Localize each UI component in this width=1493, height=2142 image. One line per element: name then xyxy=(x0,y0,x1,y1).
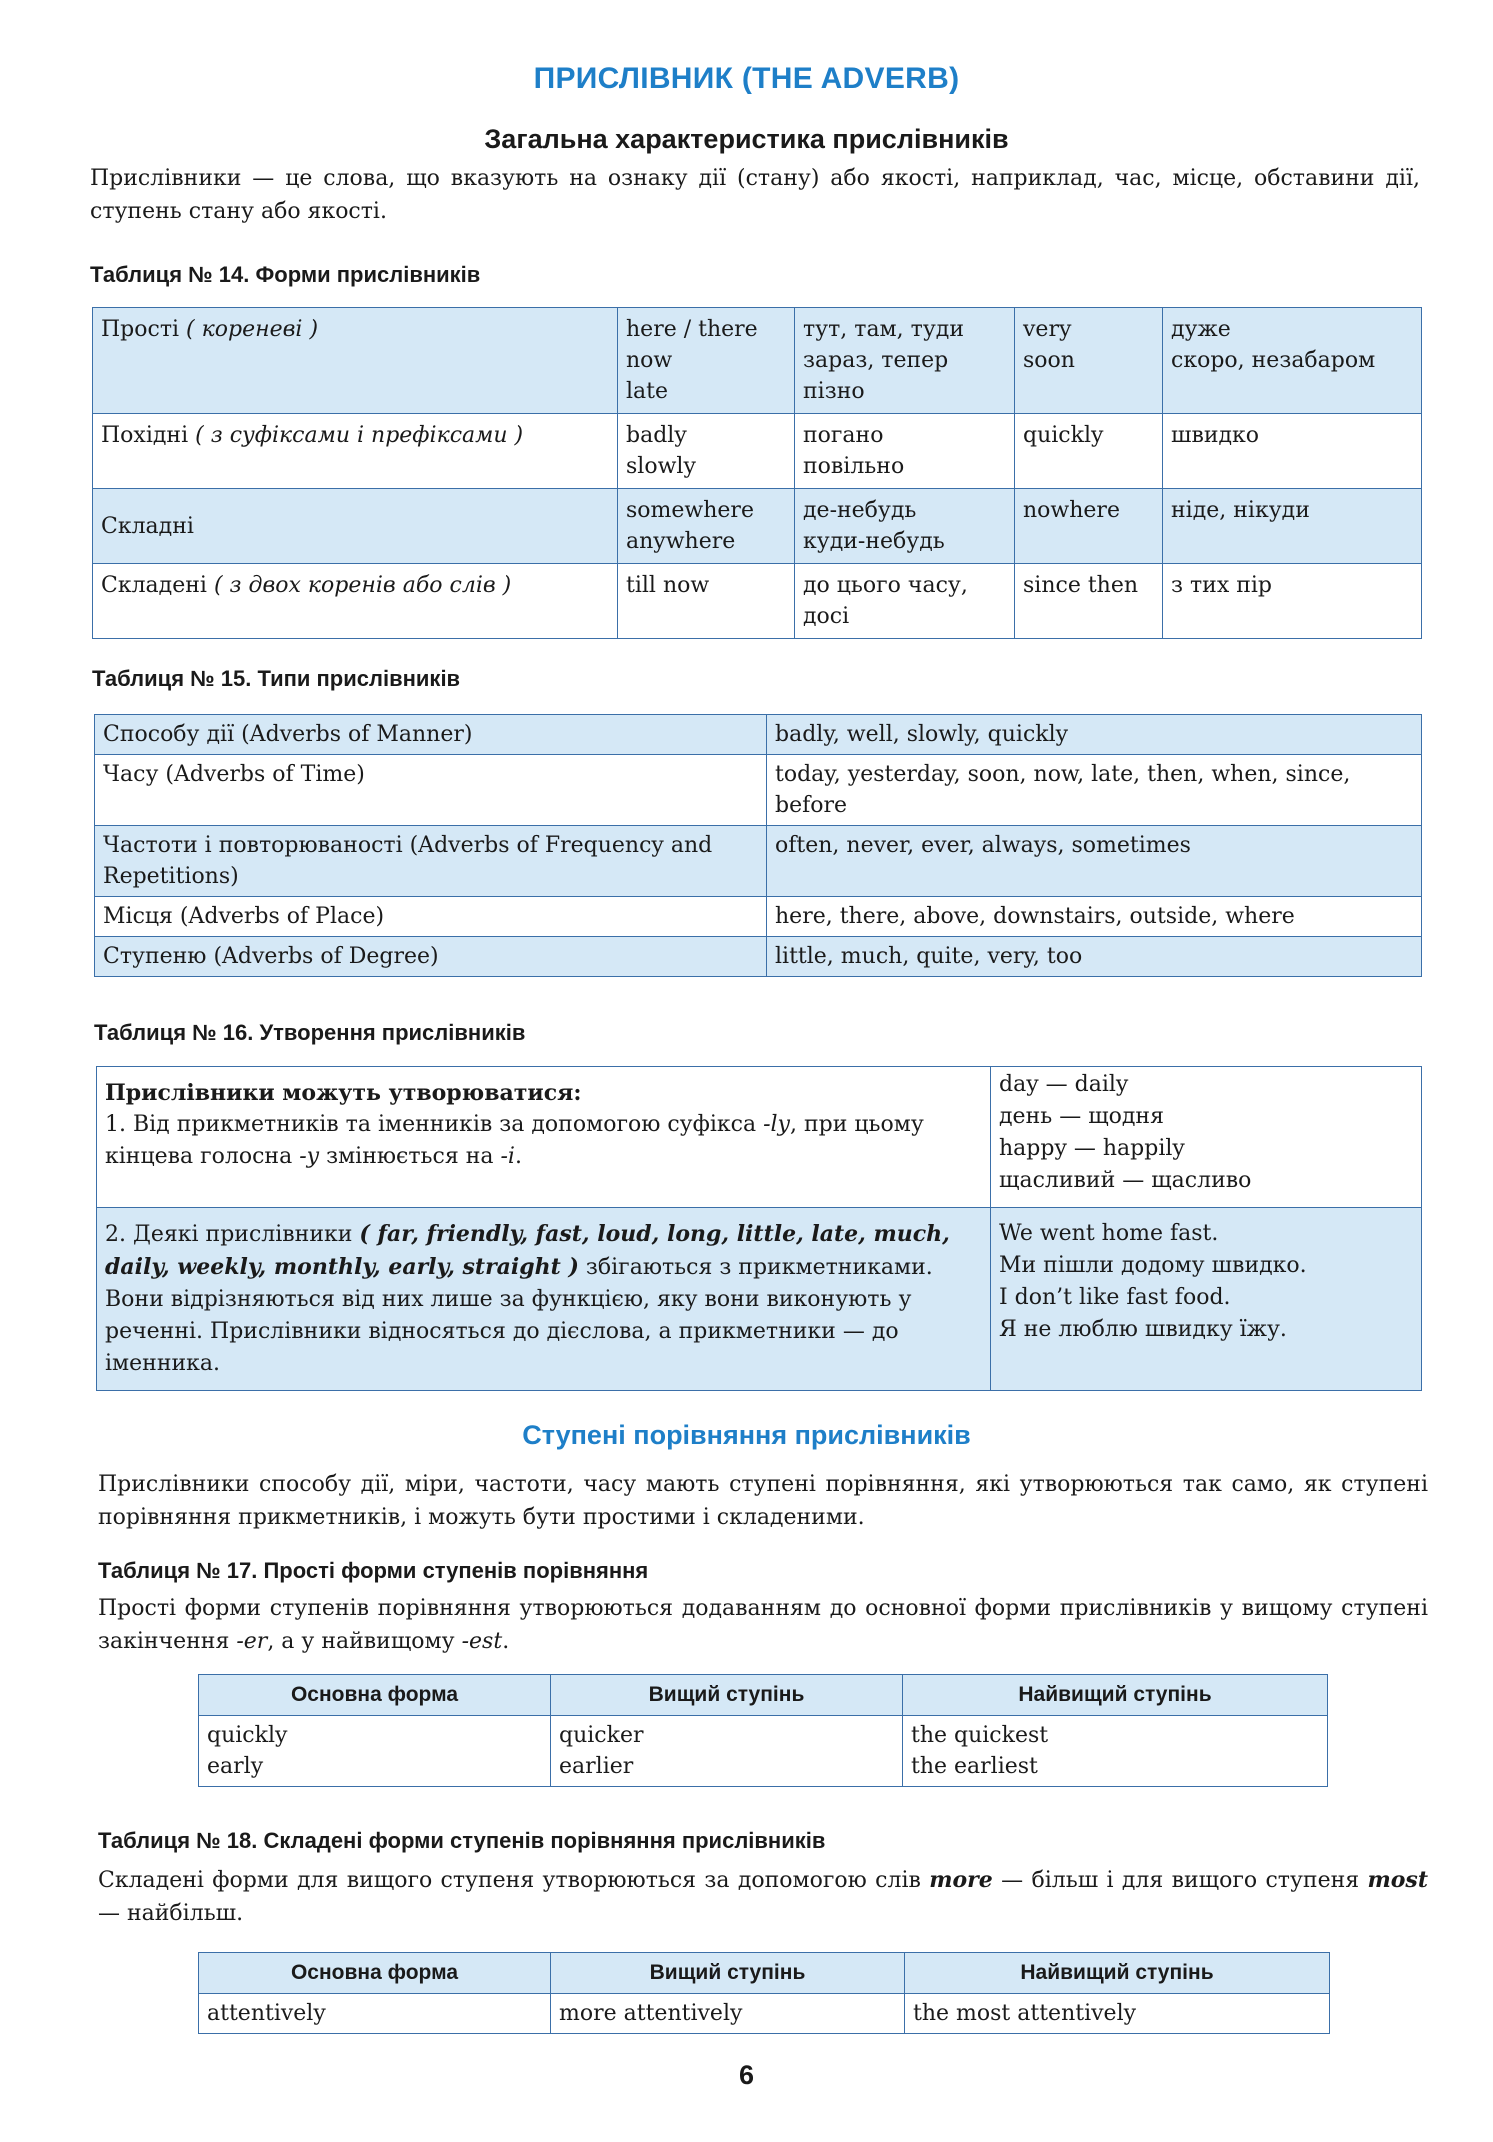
table-row xyxy=(95,826,1422,897)
table-row xyxy=(95,897,1422,937)
table17-caption: Таблиця № 17. Прості форми ступенів порівняння xyxy=(98,1558,649,1583)
table-cell: Ступеню (Adverbs of Degree) xyxy=(95,937,767,977)
table-cell: ніде, нікуди xyxy=(1163,489,1422,564)
table-cell: quickly early xyxy=(199,1716,551,1787)
table-cell: badly, well, slowly, quickly xyxy=(767,715,1422,755)
table-cell: day — daily день — щодня happy — happily щасливий — щасливо xyxy=(991,1067,1422,1208)
table-cell: Прислівники можуть утворюватися: 1. Від прикметників та іменників за допомогою суфікса -ly, при цьому кінцева голосна -y змінюється на -i. xyxy=(97,1067,991,1208)
table15 xyxy=(94,714,1422,977)
table-cell: very soon xyxy=(1015,308,1163,414)
table-row xyxy=(199,1716,1328,1787)
table17 xyxy=(198,1674,1328,1787)
table-cell: till now xyxy=(618,564,795,639)
table-row xyxy=(199,1994,1330,2034)
table-cell: 2. Деякі прислівники ( far, friendly, fast, loud, long, little, late, much, daily, weekly, monthly, early, straight ) збігаються з прикметниками. Вони відрізняються від них лише за функцією, яку вони виконують у реченні. Прислівники відносяться до дієслова, а прикметники — до іменника. xyxy=(97,1208,991,1391)
table-row xyxy=(95,755,1422,826)
section-subtitle: Загальна характеристика прислівників xyxy=(484,124,1009,154)
table-cell: з тих пір xyxy=(1163,564,1422,639)
table18 xyxy=(198,1952,1330,2034)
table-header: Вищий ступінь xyxy=(551,1953,905,1994)
table-header-row xyxy=(199,1675,1328,1716)
table-cell: quicker earlier xyxy=(551,1716,903,1787)
table-cell: де-небудь куди-небудь xyxy=(795,489,1015,564)
table17-paragraph: Прості форми ступенів порівняння утворюються додаванням до основної форми прислівників у вищому ступені закінчення -er, а у найвищому -est. xyxy=(98,1596,1428,1654)
table-cell: тут, там, туди зараз, тепер пізно xyxy=(795,308,1015,414)
table15-caption: Таблиця № 15. Типи прислівників xyxy=(92,666,461,691)
table-cell: badly slowly xyxy=(618,414,795,489)
table-cell: Частоти і повторюваності (Adverbs of Frequency and Repetitions) xyxy=(95,826,767,897)
table-cell: here / there now late xyxy=(618,308,795,414)
table-header-row xyxy=(199,1953,1330,1994)
table-row xyxy=(93,308,1422,414)
table-cell: today, yesterday, soon, now, late, then, when, since, before xyxy=(767,755,1422,826)
intro-paragraph: Прислівники — це слова, що вказують на ознаку дії (стану) або якості, наприклад, час, місце, обставини дії, ступень стану або якості. xyxy=(90,166,1420,224)
table-row xyxy=(95,715,1422,755)
table-header: Основна форма xyxy=(199,1953,551,1994)
table14 xyxy=(92,307,1422,639)
table16-caption: Таблиця № 16. Утворення прислівників xyxy=(94,1020,526,1045)
degrees-heading: Ступені порівняння прислівників xyxy=(522,1420,971,1450)
table-cell: Складні xyxy=(93,489,618,564)
table-cell: дуже скоро, незабаром xyxy=(1163,308,1422,414)
table-row xyxy=(93,489,1422,564)
table-row xyxy=(95,937,1422,977)
table-header: Основна форма xyxy=(199,1675,551,1716)
table-cell: attentively xyxy=(199,1994,551,2034)
table-cell: Місця (Adverbs of Place) xyxy=(95,897,767,937)
table-row xyxy=(97,1067,1422,1208)
table-cell: the quickest the earliest xyxy=(903,1716,1328,1787)
table-header: Найвищий ступінь xyxy=(905,1953,1330,1994)
degrees-paragraph: Прислівники способу дії, міри, частоти, часу мають ступені порівняння, які утворюються так само, як ступені порівняння прикметників, і можуть бути простими і складеними. xyxy=(98,1472,1428,1530)
table-cell: since then xyxy=(1015,564,1163,639)
table-cell: somewhere anywhere xyxy=(618,489,795,564)
table-cell: here, there, above, downstairs, outside, where xyxy=(767,897,1422,937)
table-header: Вищий ступінь xyxy=(551,1675,903,1716)
table-cell: швидко xyxy=(1163,414,1422,489)
table-cell: Часу (Adverbs of Time) xyxy=(95,755,767,826)
table-header: Найвищий ступінь xyxy=(903,1675,1328,1716)
table18-paragraph: Складені форми для вищого ступеня утворюються за допомогою слів more — більш і для вищого ступеня most — найбільш. xyxy=(98,1867,1428,1926)
table-cell: Складені ( з двох коренів або слів ) xyxy=(93,564,618,639)
table-cell: little, much, quite, very, too xyxy=(767,937,1422,977)
table16-heading: Прислівники можуть утворюватися: xyxy=(105,1080,582,1106)
page-number: 6 xyxy=(738,2060,755,2090)
table18-caption: Таблиця № 18. Складені форми ступенів порівняння прислівників xyxy=(98,1828,826,1853)
table14-caption: Таблиця № 14. Форми прислівників xyxy=(90,262,481,287)
table-cell: Похідні ( з суфіксами і префіксами ) xyxy=(93,414,618,489)
table-cell: more attentively xyxy=(551,1994,905,2034)
table-row xyxy=(93,414,1422,489)
table-cell: the most attentively xyxy=(905,1994,1330,2034)
page-title: ПРИСЛІВНИК (THE ADVERB) xyxy=(533,62,960,95)
table-cell: quickly xyxy=(1015,414,1163,489)
table-row xyxy=(97,1208,1422,1391)
table-cell: nowhere xyxy=(1015,489,1163,564)
table16 xyxy=(96,1066,1422,1391)
table-cell: до цього часу, досі xyxy=(795,564,1015,639)
table-cell: often, never, ever, always, sometimes xyxy=(767,826,1422,897)
table-cell: Способу дії (Adverbs of Manner) xyxy=(95,715,767,755)
table-row xyxy=(93,564,1422,639)
table-cell: Прості ( кореневі ) xyxy=(93,308,618,414)
table-cell: погано повільно xyxy=(795,414,1015,489)
table-cell: We went home fast. Ми пішли додому швидко. I don’t like fast food. Я не люблю швидку їжу. xyxy=(991,1208,1422,1391)
